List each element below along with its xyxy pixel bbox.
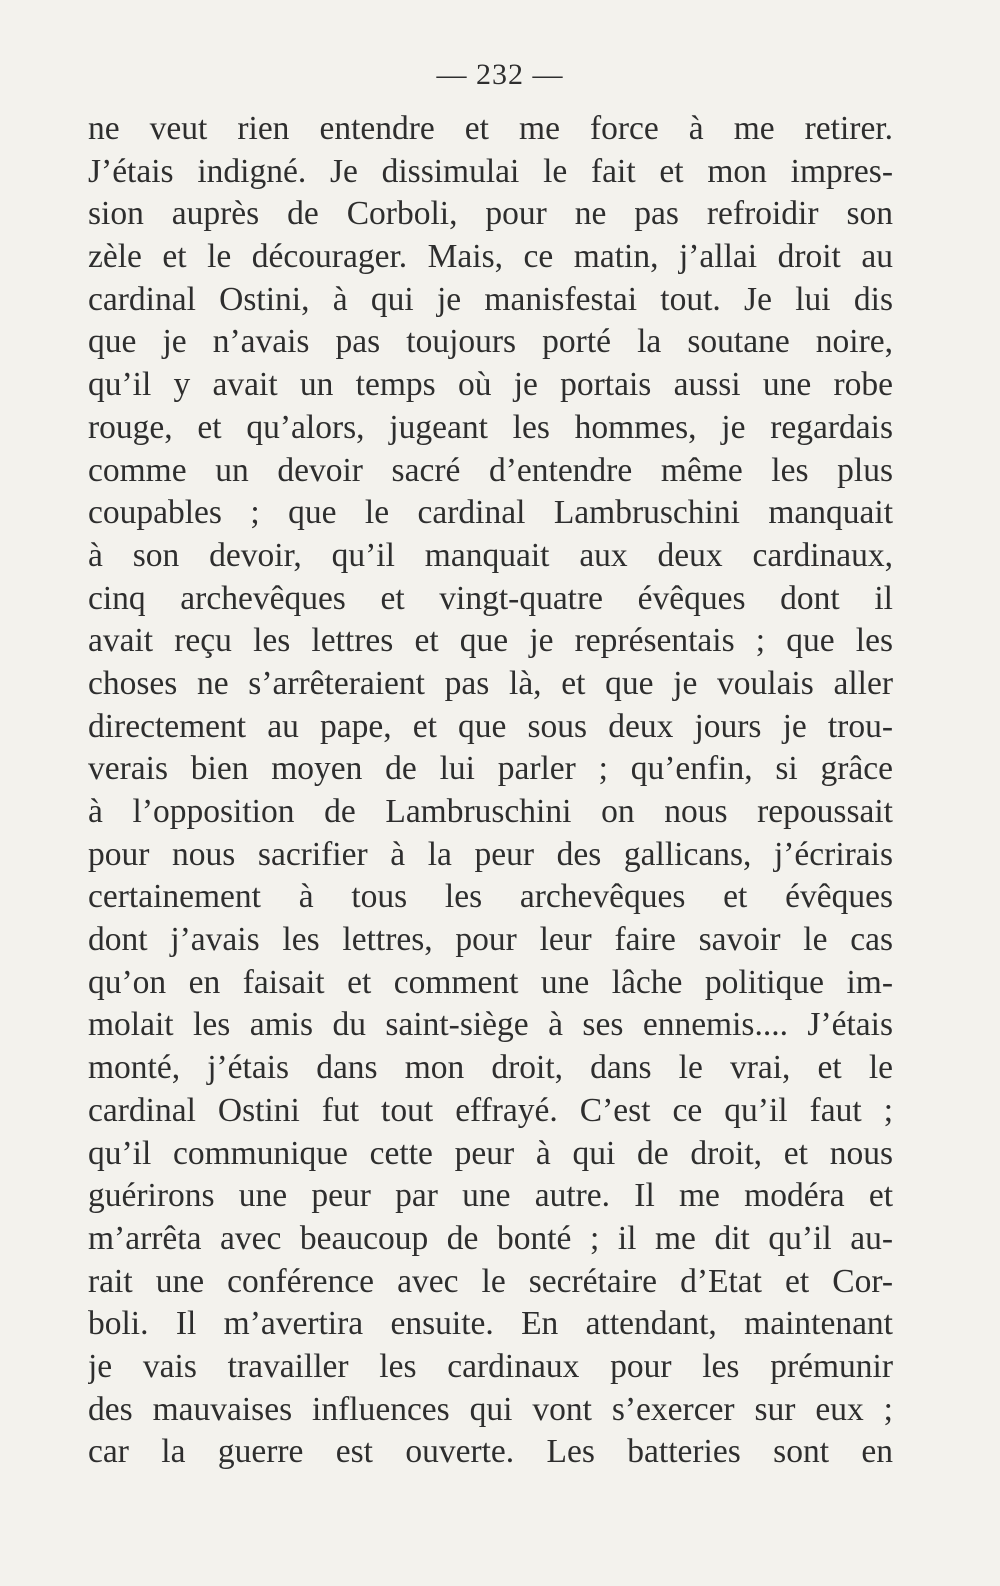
text-line: rouge, et qu’alors, jugeant les hommes, je regardais [88, 408, 893, 446]
text-line: pour nous sacrifier à la peur des gallicans, j’écrirais [88, 835, 893, 873]
text-line: coupables ; que le cardinal Lambruschini manquait [88, 494, 893, 532]
text-line: directement au pape, et que sous deux jours je trou- [88, 707, 893, 745]
text-line: monté, j’étais dans mon droit, dans le vrai, et le [88, 1049, 893, 1087]
text-line: choses ne s’arrêteraient pas là, et que je voulais aller [88, 664, 893, 702]
text-line: à l’opposition de Lambruschini on nous repoussait [88, 793, 893, 830]
text-line: verais bien moyen de lui parler ; qu’enfin, si grâce [88, 750, 893, 788]
text-line: à son devoir, qu’il manquait aux deux cardinaux, [88, 536, 893, 574]
text-line: cardinal Ostini, à qui je manisfestai tout. Je lui dis [88, 280, 893, 318]
page-number: — 232 — [436, 58, 564, 91]
text-line: rait une conférence avec le secrétaire d’Etat et Cor- [88, 1262, 893, 1300]
text-line: qu’on en faisait et comment une lâche politique im- [88, 963, 893, 1001]
text-line: cinq archevêques et vingt-quatre évêques dont il [88, 579, 893, 617]
text-line: molait les amis du saint-siège à ses ennemis.... J’étais [88, 1006, 893, 1044]
text-line: qu’il communique cette peur à qui de droit, et nous [88, 1134, 893, 1172]
text-line: car la guerre est ouverte. Les batteries sont en [88, 1433, 893, 1471]
text-line: zèle et le décourager. Mais, ce matin, j’allai droit au [88, 238, 893, 276]
text-line: sion auprès de Corboli, pour ne pas refroidir son [88, 195, 893, 233]
text-line: comme un devoir sacré d’entendre même les plus [88, 451, 893, 489]
text-line: dont j’avais les lettres, pour leur faire savoir le cas [88, 921, 893, 959]
text-line: qu’il y avait un temps où je portais aussi une robe [88, 366, 893, 404]
text-line: ne veut rien entendre et me force à me retirer. [88, 110, 893, 147]
text-line: boli. Il m’avertira ensuite. En attendant, maintenant [88, 1305, 893, 1343]
text-line: je vais travailler les cardinaux pour les prémunir [88, 1347, 893, 1385]
text-line: que je n’avais pas toujours porté la soutane noire, [88, 323, 893, 361]
text-line: des mauvaises influences qui vont s’exercer sur eux ; [88, 1390, 893, 1428]
text-line: J’étais indigné. Je dissimulai le fait et mon impres- [88, 152, 893, 190]
text-line: avait reçu les lettres et que je représentais ; que les [88, 622, 893, 660]
text-line: m’arrêta avec beaucoup de bonté ; il me dit qu’il au- [88, 1219, 893, 1257]
text-line: guérirons une peur par une autre. Il me modéra et [88, 1177, 893, 1215]
text-line: certainement à tous les archevêques et évêques [88, 878, 893, 916]
text-line: cardinal Ostini fut tout effrayé. C’est ce qu’il faut ; [88, 1091, 893, 1129]
body-text [88, 108, 893, 1474]
